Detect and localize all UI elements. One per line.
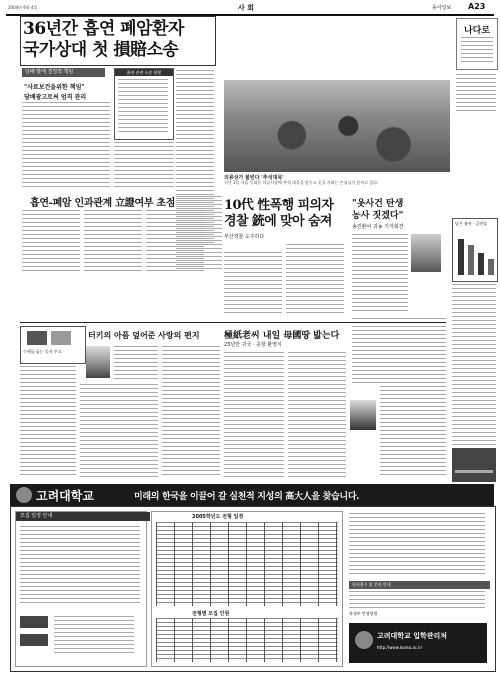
- violence-story: [224, 198, 344, 240]
- hero-body-2: [288, 352, 346, 478]
- mid-rule: [20, 322, 446, 323]
- ad-contact-body: [349, 591, 485, 609]
- section-title: 흡연-폐암 인과관계 立證여부 초점: [30, 198, 176, 209]
- ad-school: 고려대학교: [36, 489, 94, 503]
- top-body-col1: [22, 102, 110, 188]
- violence-body-2: [286, 244, 344, 314]
- flow-box-1: [20, 616, 48, 628]
- sidebar-chart-graphic: [455, 229, 495, 277]
- ad-right-panel: [347, 511, 491, 665]
- top-headline-line1: 36년간 흡연 폐암환자: [23, 19, 184, 39]
- crowd-photo: [224, 80, 450, 172]
- turkey-body-1: [20, 366, 76, 478]
- masthead: [0, 0, 500, 14]
- violence-byline: 부산경찰 도주하다: [224, 234, 265, 240]
- top-body-col2: [114, 142, 174, 188]
- quote-portrait: [411, 234, 441, 272]
- logo-corner-body: [461, 37, 493, 65]
- ad-crest-icon: [16, 487, 32, 503]
- flag-icon: [27, 331, 47, 345]
- top-body-col7: [176, 196, 222, 272]
- ad-table2-title: 전형별 모집 인원: [192, 611, 230, 617]
- deck-1: "사료보건을위한 책임": [24, 84, 85, 91]
- top-body-col4: [84, 210, 142, 272]
- flag-icon-2: [51, 331, 71, 345]
- hero-byline: 23년만 귀국 · 공항 환영식: [224, 342, 282, 348]
- hero-body-1: [224, 352, 284, 478]
- sidebar-ad-stripe: [455, 470, 493, 473]
- turkey-body-3: [80, 384, 158, 478]
- quote-line-1: "옷사건 탄생: [352, 199, 404, 209]
- hero-headline: 極紙老씨 내일 母國땅 밟는다: [224, 331, 340, 341]
- quote-body-1: [352, 234, 408, 314]
- turkey-portrait: [86, 346, 110, 378]
- flow-text: [54, 616, 134, 656]
- masthead-date: 2004년 6월 4일: [8, 5, 38, 10]
- sidebar-chart: [452, 218, 498, 282]
- masthead-page: A23: [468, 2, 486, 11]
- ad-slogan: 미래의 한국을 이끌어 갈 실천적 지성의 高大人을 찾습니다.: [134, 492, 360, 502]
- quote-body-2: [352, 318, 446, 384]
- photo-story: [224, 80, 450, 188]
- ad-table: [151, 511, 343, 667]
- sub-bar: 담배 발매 결정적 책임: [22, 68, 105, 77]
- ad-body: [10, 506, 496, 672]
- ad-contact-label: 원서접수 및 문의 안내: [349, 581, 490, 589]
- logo-text: 나다로: [463, 26, 491, 36]
- sidebar-text-1: [456, 74, 496, 114]
- quote-byline: 송진환씨 귀농 기자회견: [352, 224, 404, 230]
- turkey-label: 수해를 돕는 독자 투고: [23, 349, 62, 354]
- turkey-headline: 터키의 아픔 덮어준 사랑의 편지: [88, 330, 200, 340]
- turkey-flag-box: [20, 326, 86, 364]
- ad-schedule-body: [20, 526, 140, 606]
- sidebar-ad: [452, 448, 496, 482]
- photo-caption-text: 지난 3일 서울 동대문 의류시장에 추석 대목을 앞두고 옷을 사려는 손님들이 붐비고 있다.: [224, 180, 379, 185]
- chart-box-body: [118, 79, 168, 135]
- flow-box-2: [20, 634, 48, 646]
- deck-2: 담배광고로써 엄격 관리: [24, 94, 87, 101]
- headline-box: [20, 16, 216, 66]
- logo-corner: [456, 18, 498, 70]
- violence-headline-2: 경찰 銃에 맞아 숨져: [224, 214, 332, 229]
- violence-body-1: [224, 252, 282, 314]
- photo-caption-title: 의류상가 붐빈다 '추석대목': [224, 175, 284, 181]
- turkey-body-2: [114, 346, 158, 380]
- quote-line-2: 농사 짓겠다": [352, 211, 404, 221]
- ad-table2-grid: [156, 618, 338, 662]
- ad-table-grid: [156, 522, 338, 606]
- sidebar-text-2: [452, 284, 496, 474]
- ad-banner: [10, 484, 494, 506]
- ad-bottom-block-title: 학생부 반영방법: [349, 611, 378, 616]
- sidebar-chart-label: 남은 흡연 · 금연률: [455, 221, 488, 226]
- ad-flowchart: [20, 612, 140, 662]
- ad-website: http://www.korea.ac.kr: [377, 645, 423, 650]
- ad-right-list: [349, 513, 485, 577]
- top-body-col3: [22, 210, 80, 272]
- ad-table-title: 2005학년도 전형 일정: [192, 514, 244, 520]
- masthead-section: 사 회: [238, 4, 254, 12]
- quote-story: [352, 198, 447, 230]
- ad-right-title: 고려대학교 입학관리처: [377, 631, 448, 640]
- hero-body-3: [380, 386, 446, 478]
- ad-footer-crest-icon: [355, 631, 373, 649]
- hero-portrait: [350, 400, 376, 430]
- masthead-paper: 동아일보: [432, 5, 452, 11]
- turkey-body-4: [162, 346, 220, 478]
- chart-box-title: 흡연 관련 소송 현황: [115, 69, 173, 76]
- top-headline-line2: 국가상대 첫 損賠소송: [23, 40, 179, 60]
- ad-right-footer: [349, 623, 487, 663]
- chart-box: [114, 68, 174, 140]
- violence-headline-1: 10代 性폭행 피의자: [224, 198, 334, 213]
- ad-schedule-head: 모집 일정 안내: [16, 512, 150, 521]
- ad-left-panel: [15, 511, 147, 667]
